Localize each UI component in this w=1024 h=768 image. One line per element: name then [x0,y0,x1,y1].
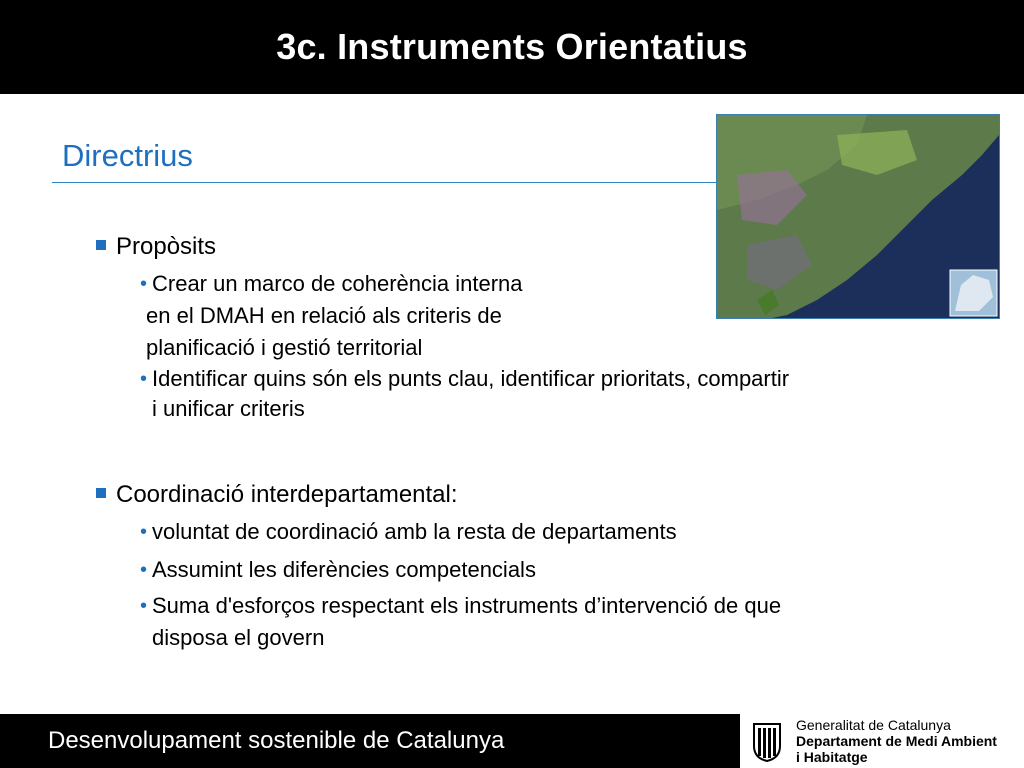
bullet-level1 [96,480,996,510]
logo-line-1: Generalitat de Catalunya [796,717,951,733]
footer-text: Desenvolupament sostenible de Catalunya [48,727,505,754]
blue-dot-bullet-icon: • [140,273,148,295]
blue-dot-bullet-icon: • [140,559,148,581]
bullet-level2 [96,514,996,550]
bullet-level2 [96,550,996,590]
bullet-level2 [96,268,996,364]
bullet-text-line: i unificar criteris [152,396,305,421]
logo-line-2: Departament de Medi Ambient [796,733,997,749]
bullet-level1 [96,232,996,262]
section-title: Directrius [62,138,193,173]
bullet-text-line: voluntat de coordinació amb la resta de departaments [152,519,677,544]
logo-text [796,717,997,765]
bullet-text-line: Crear un marco de coherència interna [152,271,523,296]
slide-title: 3c. Instruments Orientatius [276,26,748,67]
bullet-level2 [96,590,996,654]
bullet-heading: Coordinació interdepartamental: [116,481,458,508]
blue-dot-bullet-icon: • [140,521,148,543]
footer-bar [0,714,740,768]
blue-square-bullet-icon [96,488,106,498]
blue-square-bullet-icon [96,240,106,250]
blue-dot-bullet-icon: • [140,595,148,617]
bullet-text-line: Assumint les diferències competencials [152,557,536,582]
slide-content [96,232,996,654]
bullet-level2 [96,364,996,424]
bullet-text-line: Suma d'esforços respectant els instruments d’intervenció de que [152,593,782,618]
bullet-text-line: disposa el govern [152,625,325,650]
bullet-text-line: en el DMAH en relació als criteris de [146,303,502,328]
title-bar [0,0,1024,94]
generalitat-logo [740,714,1024,768]
bullet-heading: Propòsits [116,233,217,260]
generalitat-seal-icon [752,720,782,762]
bullet-text-line: planificació i gestió territorial [146,335,423,360]
logo-line-3: i Habitatge [796,749,868,765]
bullet-text-line: Identificar quins són els punts clau, identificar prioritats, compartir [152,366,790,391]
blue-dot-bullet-icon: • [140,368,148,390]
